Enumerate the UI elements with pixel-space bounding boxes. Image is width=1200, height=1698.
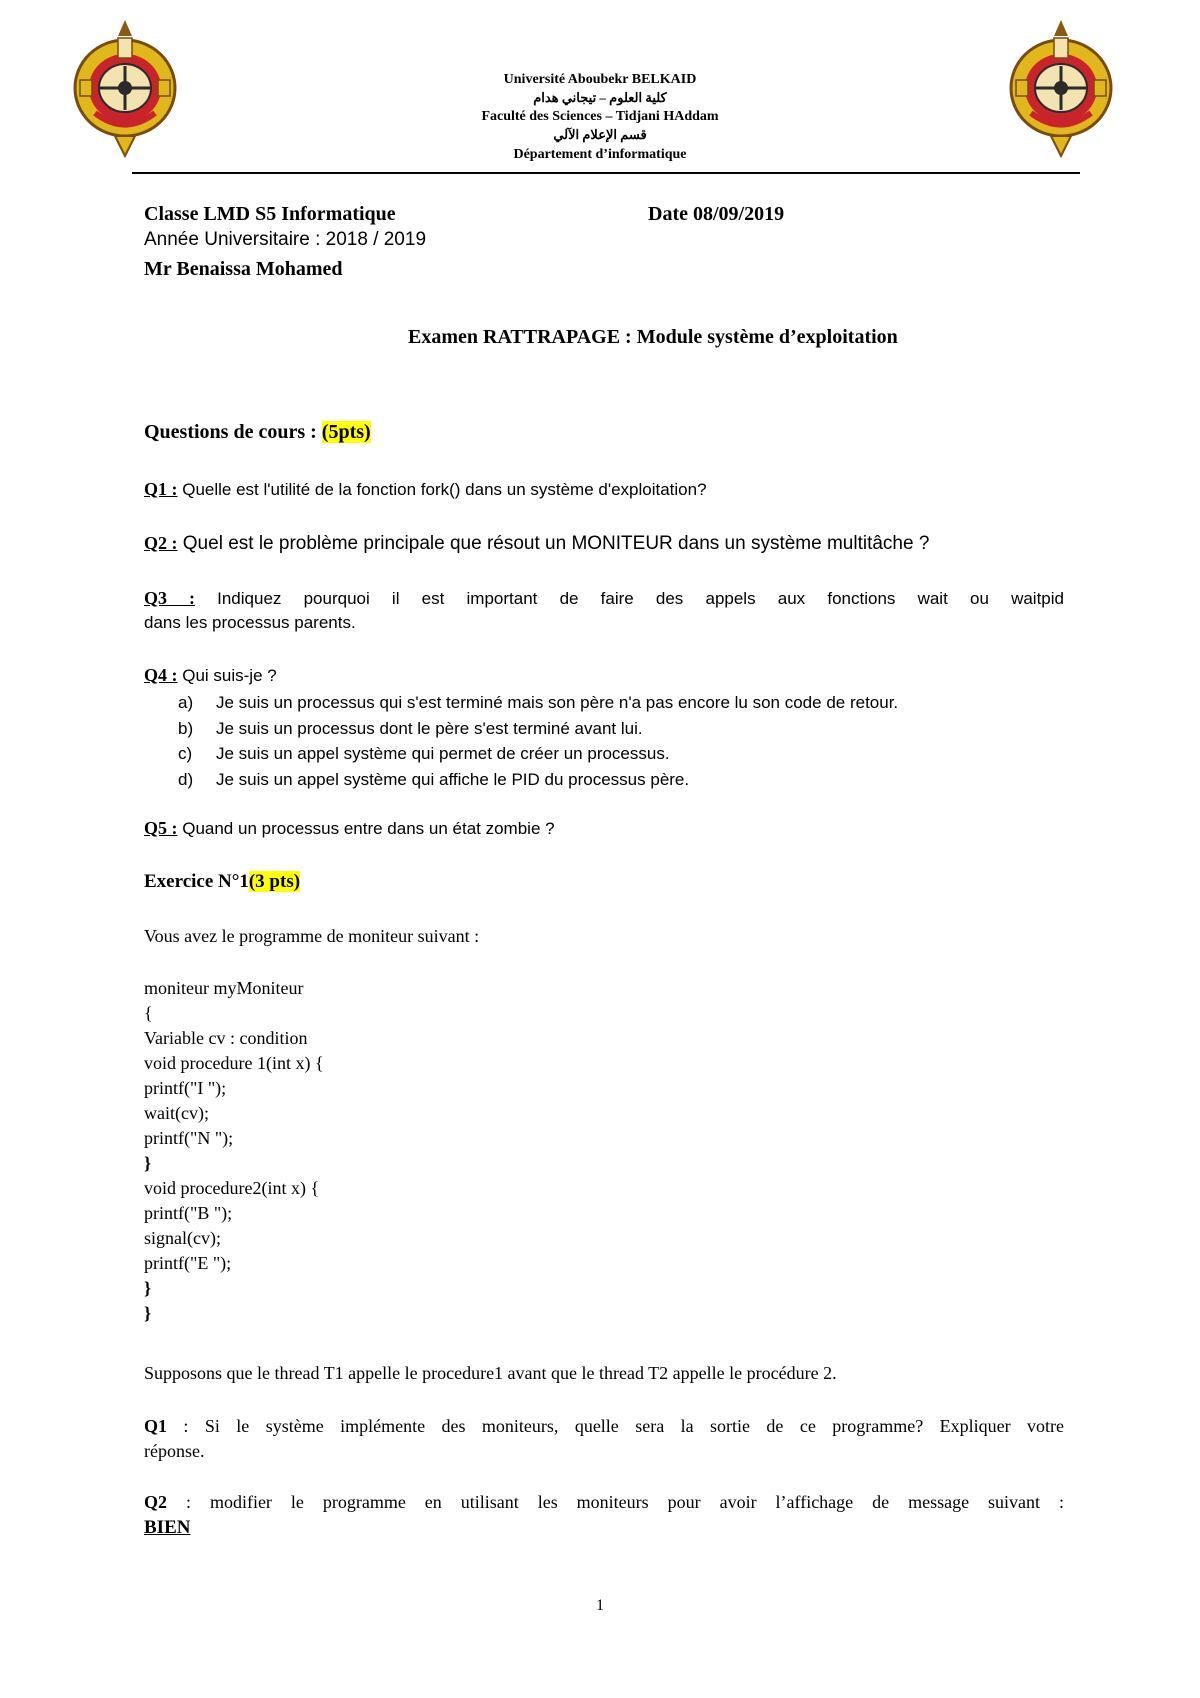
list-item-mark: b) [178, 718, 194, 738]
exercise-points: (3 pts) [248, 871, 301, 892]
list-item-mark: c) [178, 744, 193, 763]
question-q1 [144, 479, 707, 500]
exercise-title-text: Exercice N°1 [144, 871, 249, 892]
list-item-text: Je suis un processus dont le père s'est terminé avant lui. [216, 718, 643, 738]
q5-label: Q5 : [144, 818, 178, 838]
exercise-q2-line1 [144, 1492, 1064, 1513]
list-item [178, 690, 899, 716]
header-faculty-arabic: كلية العلوم – تيجاني هدام [533, 90, 667, 105]
code-line: } [144, 1153, 152, 1173]
q4-text: Qui suis-je ? [177, 666, 277, 685]
q3-text-line1: Indiquez pourquoi il est important de faire des appels aux fonctions wait ou waitpid [194, 589, 1064, 608]
code-block [144, 976, 324, 1326]
section-title-cours [144, 421, 371, 444]
exercise-q1-line1 [144, 1416, 1064, 1437]
code-line: { [144, 1003, 153, 1023]
code-line: printf("E "); [144, 1253, 232, 1273]
code-line: void procedure2(int x) { [144, 1178, 320, 1198]
ex-q2-text-line1: : modifier le programme en utilisant les moniteurs pour avoir l’affichage de message suivant : [167, 1492, 1064, 1512]
question-q3-line1 [144, 588, 1064, 609]
ex-q1-text-line2: réponse. [144, 1441, 205, 1461]
header-faculty: Faculté des Sciences – Tidjani HAddam [481, 109, 719, 124]
question-q5 [144, 818, 555, 839]
code-line: } [144, 1278, 152, 1298]
list-item [178, 741, 898, 767]
list-item [178, 716, 898, 742]
university-logo-right [1006, 18, 1116, 158]
section-title-text: Questions de cours : [144, 421, 322, 443]
question-q2 [144, 533, 929, 555]
q1-text: Quelle est l'utilité de la fonction fork() dans un système d'exploitation? [177, 480, 707, 499]
header-divider [132, 172, 1080, 174]
code-line: moniteur myMoniteur [144, 978, 304, 998]
list-item-text: Je suis un appel système qui permet de créer un processus. [216, 744, 670, 763]
list-item-mark: d) [178, 769, 194, 789]
list-item [178, 767, 898, 793]
q1-label: Q1 : [144, 479, 178, 499]
page-number: 1 [596, 1597, 604, 1614]
ex-q2-answer: BIEN [144, 1517, 191, 1538]
code-line: Variable cv : condition [144, 1028, 308, 1048]
exam-title: Examen RATTRAPAGE : Module système d’exploitation [408, 326, 898, 348]
q4-options-list [144, 690, 898, 792]
ex-q1-text-line1: : Si le système implémente des moniteurs, quelle sera la sortie de ce programme? Expliquer votre [167, 1416, 1064, 1436]
code-line: wait(cv); [144, 1103, 209, 1123]
header-university: Université Aboubekr BELKAID [503, 72, 697, 87]
question-q4 [144, 665, 277, 686]
section-points: (5pts) [321, 421, 371, 443]
exercise-intro: Vous avez le programme de moniteur suivant : [144, 926, 480, 946]
list-item-text: Je suis un appel système qui affiche le PID du processus père. [216, 769, 690, 789]
q4-label: Q4 : [144, 665, 178, 685]
q5-text: Quand un processus entre dans un état zombie ? [177, 819, 555, 838]
code-line: } [144, 1303, 152, 1323]
ex-q1-label: Q1 [144, 1416, 168, 1436]
list-item-mark: a) [178, 693, 194, 712]
q3-text-line2: dans les processus parents. [144, 613, 356, 632]
exam-date: Date 08/09/2019 [648, 203, 785, 225]
code-line: printf("I "); [144, 1078, 227, 1098]
exercise-title [144, 871, 300, 893]
class-label: Classe LMD S5 Informatique [144, 203, 396, 225]
q2-text: Quel est le problème principale que résout un MONITEUR dans un système multitâche ? [177, 533, 930, 554]
academic-year: Année Universitaire : 2018 / 2019 [144, 229, 427, 250]
teacher-name: Mr Benaissa Mohamed [144, 258, 343, 280]
header-department-arabic: قسم الإعلام الآلي [553, 127, 647, 142]
code-line: signal(cv); [144, 1228, 221, 1248]
code-line: printf("N "); [144, 1128, 234, 1148]
list-item-text: Je suis un processus qui s'est terminé mais son père n'a pas encore lu son code de retour. [216, 693, 899, 712]
exercise-suppose: Supposons que le thread T1 appelle le procedure1 avant que le thread T2 appelle le procédure 2. [144, 1363, 837, 1383]
ex-q2-label: Q2 [144, 1492, 168, 1512]
q3-label: Q3 : [144, 588, 195, 608]
code-line: void procedure 1(int x) { [144, 1053, 324, 1073]
university-logo-left [70, 18, 180, 158]
header-department: Département d’informatique [513, 147, 687, 162]
q2-label: Q2 : [144, 533, 178, 553]
code-line: printf("B "); [144, 1203, 233, 1223]
